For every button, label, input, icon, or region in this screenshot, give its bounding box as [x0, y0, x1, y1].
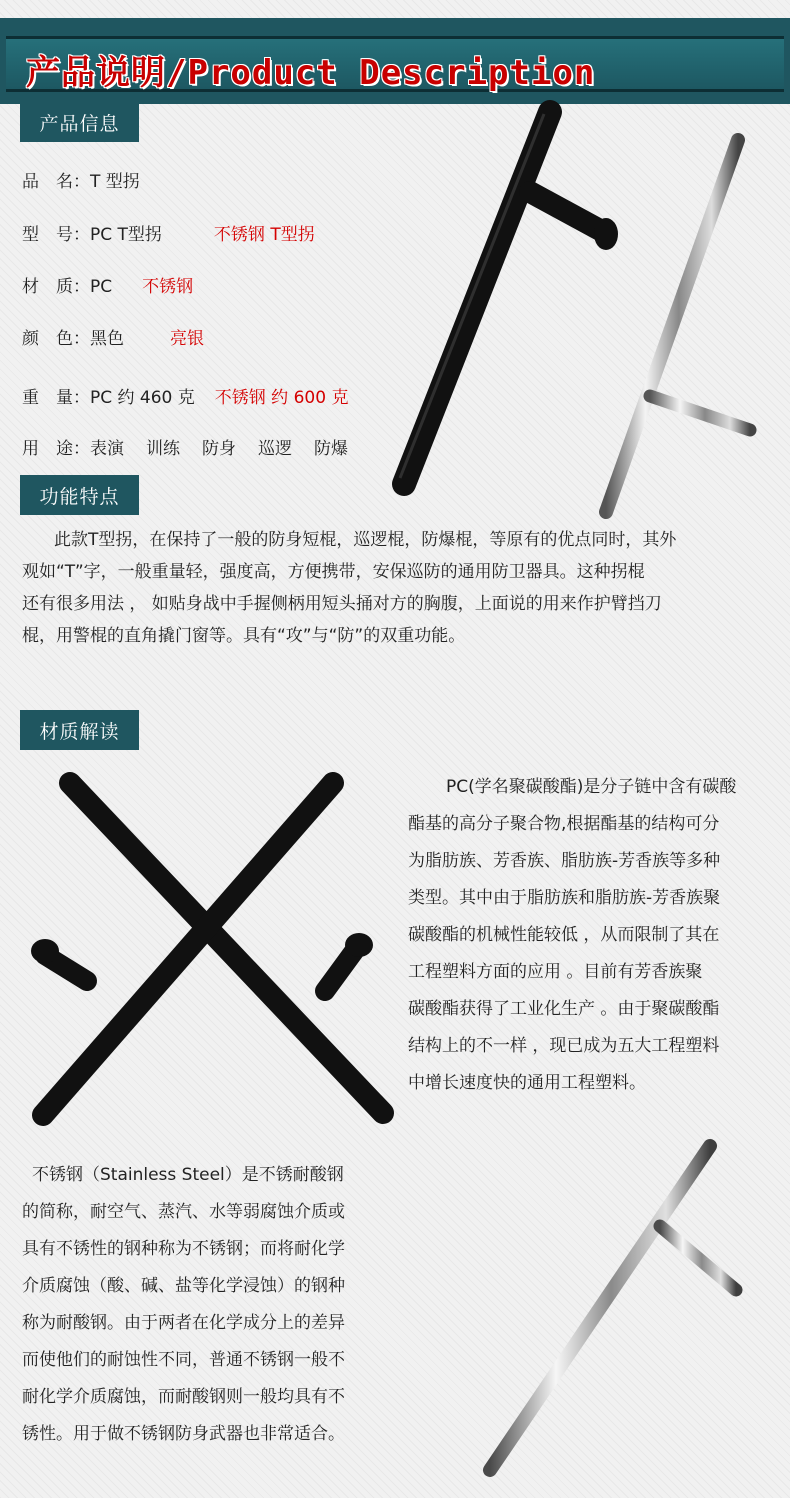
steel-tonfa-image-bottom [460, 1130, 760, 1490]
info-row-model [22, 220, 315, 245]
usage-5: 防爆 [314, 439, 348, 459]
weight-ss: 不锈钢 约 600 克 [214, 388, 349, 408]
ss-line: 的简称，耐空气、蒸汽、水等弱腐蚀介质或 [22, 1202, 345, 1222]
pc-line: 结构上的不一样 ，现已成为五大工程塑料 [408, 1036, 720, 1056]
features-line: 此款T型拐，在保持了一般的防身短棍，巡逻棍，防爆棍，等原有的优点同时，其外 [54, 530, 677, 550]
model-pc: PC T型拐 [90, 225, 162, 245]
pc-line: 酯基的高分子聚合物,根据酯基的结构可分 [408, 814, 720, 834]
pc-line: PC(学名聚碳酸酯)是分子链中含有碳酸 [446, 777, 737, 797]
pc-line: 碳酸酯获得了工业化生产 。由于聚碳酸酯 [408, 999, 720, 1019]
ss-description [22, 1159, 402, 1450]
pc-line: 碳酸酯的机械性能较低 ，从而限制了其在 [408, 925, 720, 945]
black-pc-tonfa-image [400, 112, 618, 484]
ss-line: 不锈钢（Stainless Steel）是不锈耐酸钢 [32, 1165, 344, 1185]
ss-line: 具有不锈性的钢种称为不锈钢；而将耐化学 [22, 1239, 345, 1259]
color-pc: 黑色 [90, 329, 124, 349]
name-value: T 型拐 [90, 172, 140, 192]
usage-label: 用 途： [22, 439, 90, 459]
section-header-material: 材质解读 [20, 710, 139, 750]
usage-1: 表演 [90, 439, 124, 459]
section-header-info: 产品信息 [20, 102, 139, 142]
pc-line: 为脂肪族、芳香族、脂肪族-芳香族等多种 [408, 851, 721, 871]
usage-4: 巡逻 [258, 439, 292, 459]
ss-line: 耐化学介质腐蚀，而耐酸钢则一般均具有不 [22, 1387, 345, 1407]
usage-3: 防身 [202, 439, 236, 459]
material-label: 材 质： [22, 277, 90, 297]
info-row-color [22, 324, 204, 349]
material-ss: 不锈钢 [142, 277, 194, 297]
features-line: 还有很多用法 ， 如贴身战中手握侧柄用短头捅对方的胸腹，上面说的用来作护臂挡刀 [22, 594, 662, 614]
ss-line: 称为耐酸钢。由于两者在化学成分上的差异 [22, 1313, 345, 1333]
banner-bar [6, 36, 784, 92]
info-row-usage [22, 434, 348, 459]
info-row-weight [22, 383, 348, 408]
material-pc: PC [90, 277, 113, 297]
weight-label: 重 量： [22, 388, 90, 408]
pc-line: 中增长速度快的通用工程塑料。 [408, 1073, 646, 1093]
ss-line: 而使他们的耐蚀性不同，普通不锈钢一般不 [22, 1350, 345, 1370]
color-ss: 亮银 [170, 329, 204, 349]
tonfa-images-top [380, 100, 770, 520]
crossed-pc-tonfas-image [25, 765, 405, 1135]
features-line: 棍，用警棍的直角撬门窗等。具有“攻”与“防”的双重功能。 [22, 626, 466, 646]
section-header-features: 功能特点 [20, 475, 139, 515]
pc-line: 工程塑料方面的应用 。目前有芳香族聚 [408, 962, 703, 982]
color-label: 颜 色： [22, 329, 90, 349]
ss-line: 锈性。用于做不锈钢防身武器也非常适合。 [22, 1424, 345, 1444]
steel-tonfa-image [606, 140, 750, 512]
info-row-material [22, 272, 193, 297]
pc-description [408, 771, 788, 1099]
usage-2: 训练 [146, 439, 180, 459]
name-label: 品 名： [22, 172, 90, 192]
model-ss: 不锈钢 T型拐 [213, 225, 315, 245]
ss-line: 介质腐蚀（酸、碱、盐等化学浸蚀）的钢种 [22, 1276, 345, 1296]
features-paragraph [22, 524, 782, 652]
banner-title: 产品说明/Product Description [26, 53, 596, 93]
pc-line: 类型。其中由于脂肪族和脂肪族-芳香族聚 [408, 888, 721, 908]
model-label: 型 号： [22, 225, 90, 245]
weight-pc: PC 约 460 克 [90, 388, 195, 408]
page-banner [0, 18, 790, 104]
features-line: 观如“T”字，一般重量轻，强度高，方便携带，安保巡防的通用防卫器具。这种拐棍 [22, 562, 645, 582]
info-row-name [22, 167, 140, 192]
